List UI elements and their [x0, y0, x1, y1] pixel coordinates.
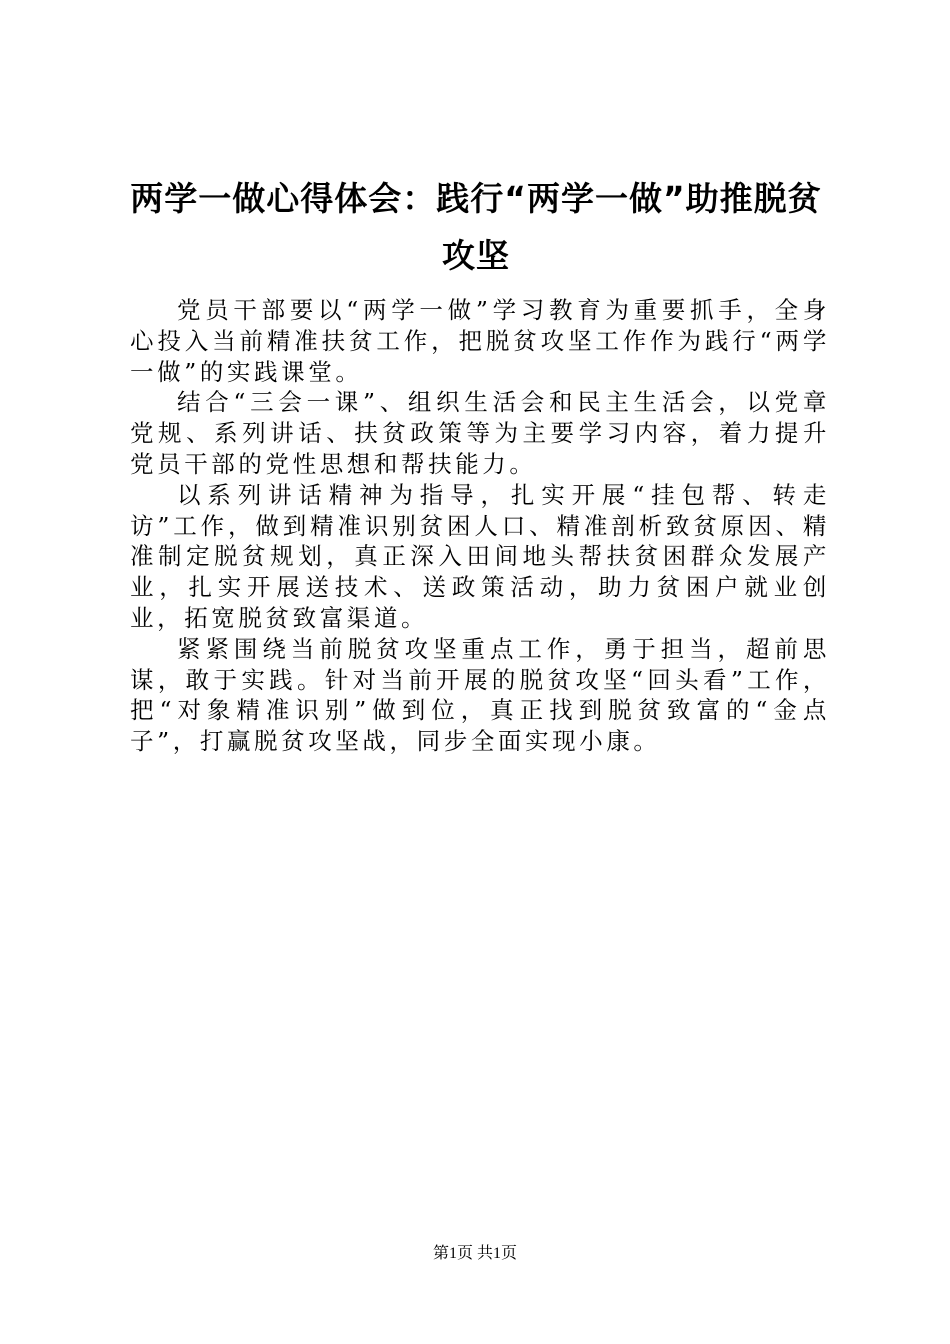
paragraph-4: 紧紧围绕当前脱贫攻坚重点工作，勇于担当，超前思谋，敢于实践。针对当前开展的脱贫攻坚“回头看”工作，把“对象精准识别”做到位，真正找到脱贫致富的“金点子”，打赢脱贫攻坚战，同步全面实现小康。: [130, 634, 830, 756]
document-body: [130, 295, 830, 757]
paragraph-2: 结合“三会一课”、组织生活会和民主生活会，以党章党规、系列讲话、扶贫政策等为主要学习内容，着力提升党员干部的党性思想和帮扶能力。: [130, 388, 830, 478]
paragraph-1: 党员干部要以“两学一做”学习教育为重要抓手，全身心投入当前精准扶贫工作，把脱贫攻坚工作作为践行“两学一做”的实践课堂。: [130, 296, 830, 386]
page-footer: 第1页 共1页: [432, 1245, 517, 1262]
paragraph-3: 以系列讲话精神为指导，扎实开展“挂包帮、转走访”工作，做到精准识别贫困人口、精准剖析致贫原因、精准制定脱贫规划，真正深入田间地头帮扶贫困群众发展产业，扎实开展送技术、送政策活动，助力贫困户就业创业，拓宽脱贫致富渠道。: [130, 480, 830, 632]
document-title: 两学一做心得体会：践行“两学一做”助推脱贫攻坚: [130, 179, 822, 275]
